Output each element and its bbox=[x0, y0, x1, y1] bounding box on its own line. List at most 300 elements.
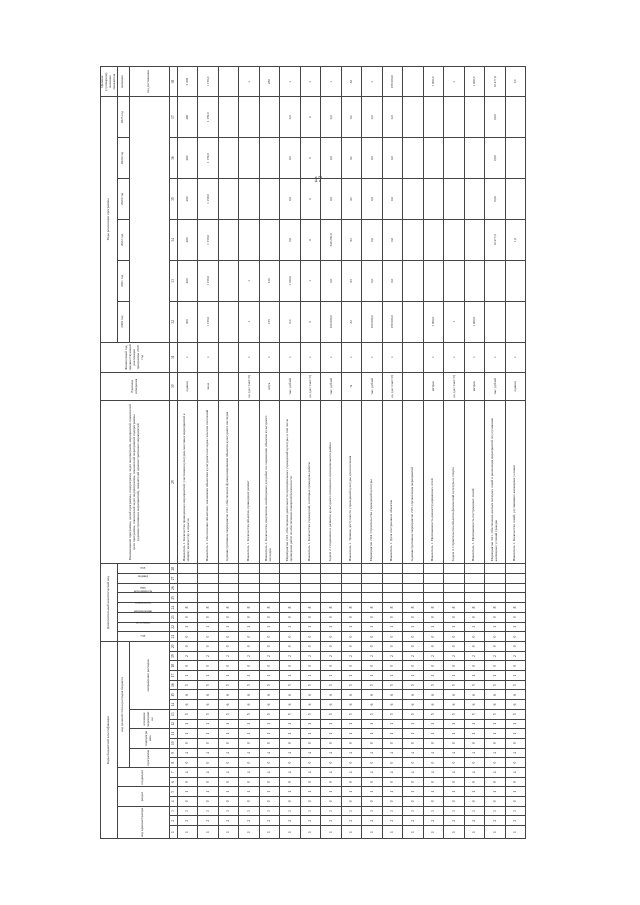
code-cell: 0 bbox=[464, 632, 485, 642]
code-cell: 8 bbox=[505, 603, 526, 613]
code-cell bbox=[362, 574, 383, 584]
target-total-cell: 280 bbox=[259, 67, 280, 97]
code-cell: 2 bbox=[464, 651, 485, 661]
unit-cell: кв.м bbox=[198, 372, 219, 400]
code-cell: 0 bbox=[280, 758, 301, 768]
code-cell: 0 bbox=[177, 777, 198, 787]
code-cell: 0 bbox=[321, 632, 342, 642]
code-cell: 5 bbox=[505, 709, 526, 719]
value-2023-cell bbox=[239, 179, 260, 220]
target-total-cell: 259 000,0 bbox=[382, 67, 403, 97]
value-2022-cell: 0 bbox=[300, 219, 321, 260]
value-2023-cell: 1 159,0 bbox=[198, 179, 219, 220]
indicator-name-cell: Показатель 1. Протяженность построенных линий bbox=[464, 400, 485, 564]
code-cell: 1 bbox=[362, 622, 383, 632]
code-cell: 8 bbox=[218, 603, 239, 613]
value-2020-cell: 100 000,0 bbox=[321, 301, 342, 342]
code-cell: 2 bbox=[505, 651, 526, 661]
column-number: 15 bbox=[169, 690, 177, 700]
code-cell: 1 bbox=[444, 719, 465, 729]
table-row bbox=[239, 67, 260, 839]
code-cell: 3 bbox=[444, 806, 465, 816]
target-total-cell: 1,0 bbox=[505, 67, 526, 97]
code-cell bbox=[239, 574, 260, 584]
code-cell: 1 bbox=[321, 622, 342, 632]
column-number: 23 bbox=[169, 612, 177, 622]
code-cell: 5 bbox=[300, 680, 321, 690]
column-number: 12 bbox=[169, 719, 177, 729]
code-cell bbox=[382, 583, 403, 593]
code-cell: 5 bbox=[423, 709, 444, 719]
code-cell: 5 bbox=[177, 680, 198, 690]
code-cell: 2 bbox=[259, 816, 280, 826]
code-cell: 0 bbox=[341, 758, 362, 768]
table-row bbox=[423, 67, 444, 839]
table-row bbox=[382, 67, 403, 839]
code-cell: 5 bbox=[218, 680, 239, 690]
column-number: 14 bbox=[169, 700, 177, 710]
code-cell: 3 bbox=[423, 806, 444, 816]
value-2023-cell: 0,0 bbox=[362, 179, 383, 220]
code-cell: 0 bbox=[485, 632, 506, 642]
value-2022-cell bbox=[239, 219, 260, 260]
code-cell: 1 bbox=[362, 729, 383, 739]
column-number: 36 bbox=[169, 138, 177, 179]
code-cell: 4 bbox=[321, 767, 342, 777]
table-row bbox=[505, 67, 526, 839]
code-cell: 8 bbox=[464, 603, 485, 613]
code-cell: 2 bbox=[218, 651, 239, 661]
code-cell: 3 bbox=[198, 806, 219, 816]
value-2024-cell: 0,0 bbox=[321, 138, 342, 179]
code-cell: 5 bbox=[444, 709, 465, 719]
value-2022-cell bbox=[259, 219, 280, 260]
code-cell bbox=[259, 593, 280, 603]
code-cell: 2 bbox=[239, 816, 260, 826]
code-cell: 2 bbox=[300, 816, 321, 826]
code-cell bbox=[300, 564, 321, 574]
code-cell: 5 bbox=[300, 709, 321, 719]
code-cell: 1 bbox=[362, 671, 383, 681]
target-total-cell: 10 477,0 bbox=[485, 67, 506, 97]
value-2021-cell: 0,0 bbox=[321, 260, 342, 301]
code-cell: 8 bbox=[198, 603, 219, 613]
code-cell: 0 bbox=[300, 641, 321, 651]
target-total-cell: х bbox=[280, 67, 301, 97]
value-2023-cell: 0,0 bbox=[382, 179, 403, 220]
value-2021-cell bbox=[444, 260, 465, 301]
column-number: 33 bbox=[169, 260, 177, 301]
code-cell bbox=[177, 593, 198, 603]
code-cell: 1 bbox=[239, 622, 260, 632]
value-2021-cell: 0,0 bbox=[362, 260, 383, 301]
code-cell: 6 bbox=[362, 700, 383, 710]
code-cell: 0 bbox=[239, 777, 260, 787]
indicator-name-cell: Мероприятие 3.01. Обеспечение жильем молодых семей и реализация мероприятий по улучшению жилищных условий граждан bbox=[485, 400, 506, 564]
code-cell: 0 bbox=[403, 661, 424, 671]
code-cell bbox=[198, 564, 219, 574]
unit-cell: тыс. рублей bbox=[321, 372, 342, 400]
code-cell: 8 bbox=[321, 603, 342, 613]
value-2025-cell: 0 bbox=[300, 97, 321, 138]
code-cell: 1 bbox=[505, 671, 526, 681]
code-cell: 4 bbox=[341, 748, 362, 758]
code-cell: 6 bbox=[362, 690, 383, 700]
code-cell: 0 bbox=[341, 632, 362, 642]
completion-header: Целевое (суммарное) значение показателя bbox=[101, 67, 118, 97]
code-cell: 4 bbox=[259, 748, 280, 758]
code-cell: 6 bbox=[321, 700, 342, 710]
value-2024-cell bbox=[218, 138, 239, 179]
code-cell bbox=[259, 583, 280, 593]
kbk-napravlenie-header: направление расходов bbox=[129, 641, 169, 709]
code-cell: 6 bbox=[300, 690, 321, 700]
code-cell: 1 bbox=[177, 719, 198, 729]
code-cell: 4 bbox=[464, 767, 485, 777]
code-cell: 0 bbox=[218, 612, 239, 622]
code-cell: 2 bbox=[218, 816, 239, 826]
code-cell: 4 bbox=[300, 748, 321, 758]
code-cell: 5 bbox=[485, 709, 506, 719]
code-cell: 3 bbox=[259, 806, 280, 816]
column-number: 10 bbox=[169, 738, 177, 748]
code-cell: 2 bbox=[341, 651, 362, 661]
unit-cell bbox=[218, 372, 239, 400]
column-number: 38 bbox=[169, 67, 177, 97]
code-cell: 0 bbox=[464, 661, 485, 671]
column-number: 2 bbox=[169, 816, 177, 826]
code-cell: 0 bbox=[177, 738, 198, 748]
dop-ispolnitel-header: исполнитель bbox=[117, 593, 169, 603]
code-cell: 0 bbox=[382, 777, 403, 787]
code-cell: 0 bbox=[505, 612, 526, 622]
column-number: 27 bbox=[169, 574, 177, 584]
code-cell: 0 bbox=[362, 777, 383, 787]
code-cell: 6 bbox=[505, 690, 526, 700]
value-2023-cell bbox=[505, 179, 526, 220]
value-2023-cell bbox=[423, 179, 444, 220]
code-cell: 4 bbox=[177, 748, 198, 758]
code-cell: 0 bbox=[198, 612, 219, 622]
code-cell bbox=[362, 583, 383, 593]
code-cell: 0 bbox=[464, 738, 485, 748]
code-cell: 5 bbox=[362, 709, 383, 719]
code-cell: 0 bbox=[485, 738, 506, 748]
code-cell: 0 bbox=[403, 632, 424, 642]
code-cell: 6 bbox=[300, 700, 321, 710]
code-cell: 4 bbox=[423, 767, 444, 777]
code-cell bbox=[362, 564, 383, 574]
code-cell: 1 bbox=[177, 787, 198, 797]
code-cell: 1 bbox=[341, 729, 362, 739]
base-year-cell: х bbox=[505, 342, 526, 372]
target-total-cell bbox=[218, 67, 239, 97]
year-values-spacer bbox=[129, 97, 169, 342]
target-total-cell: 1 000,0 bbox=[423, 67, 444, 97]
code-cell bbox=[239, 593, 260, 603]
code-cell: 1 bbox=[423, 719, 444, 729]
code-cell: 4 bbox=[198, 767, 219, 777]
code-cell: 0 bbox=[505, 758, 526, 768]
table-row bbox=[259, 67, 280, 839]
kbk-podrazdel-header: подраздел bbox=[117, 767, 169, 786]
code-cell bbox=[423, 564, 444, 574]
code-cell: 1 bbox=[259, 729, 280, 739]
code-cell: 0 bbox=[505, 797, 526, 807]
column-number: 4 bbox=[169, 797, 177, 807]
kbk-group-header: Коды бюджетной классификации bbox=[101, 641, 118, 838]
code-cell: 0 bbox=[464, 777, 485, 787]
code-cell: 0 bbox=[382, 738, 403, 748]
indicator-name-cell: Показатель 1. Количество объектов, прошедших ремонт bbox=[239, 400, 260, 564]
code-cell: 1 bbox=[321, 787, 342, 797]
kbk-osnovnoe-header: основное мероприятие bbox=[129, 709, 169, 728]
table-row bbox=[485, 67, 506, 839]
code-cell: 1 bbox=[464, 719, 485, 729]
code-cell: 5 bbox=[280, 680, 301, 690]
value-2022-cell: 10 477,0 bbox=[485, 219, 506, 260]
code-cell: 4 bbox=[382, 767, 403, 777]
column-number: 11 bbox=[169, 729, 177, 739]
code-cell: 1 bbox=[505, 826, 526, 839]
code-cell: 6 bbox=[382, 700, 403, 710]
code-cell: 0 bbox=[198, 661, 219, 671]
code-cell bbox=[382, 593, 403, 603]
column-number: 34 bbox=[169, 219, 177, 260]
year-2024-header: 2024 год bbox=[117, 138, 129, 179]
code-cell: 0 bbox=[485, 641, 506, 651]
base-year-cell: х bbox=[300, 342, 321, 372]
column-number: 22 bbox=[169, 622, 177, 632]
code-cell: 0 bbox=[403, 777, 424, 787]
column-number: 5 bbox=[169, 787, 177, 797]
column-number: 28 bbox=[169, 564, 177, 574]
code-cell: 4 bbox=[259, 767, 280, 777]
code-cell: 6 bbox=[321, 690, 342, 700]
code-cell: 2 bbox=[280, 651, 301, 661]
code-cell: 2 bbox=[239, 651, 260, 661]
code-cell: 2 bbox=[382, 651, 403, 661]
code-cell: 8 bbox=[259, 603, 280, 613]
code-cell: 1 bbox=[464, 671, 485, 681]
value-2021-cell bbox=[485, 260, 506, 301]
completion-year-header: год достижения bbox=[129, 67, 169, 97]
value-2022-cell: 480 bbox=[177, 219, 198, 260]
unit-cell: метров bbox=[464, 372, 485, 400]
code-cell: 0 bbox=[505, 777, 526, 787]
finance-year-header: Финансовый год, предшествующий реализации программы 2019 год bbox=[101, 342, 170, 372]
code-cell: 0 bbox=[280, 612, 301, 622]
column-number: 21 bbox=[169, 632, 177, 642]
code-cell: 1 bbox=[485, 719, 506, 729]
code-cell: 0 bbox=[198, 797, 219, 807]
value-2021-cell: 82 bbox=[341, 260, 362, 301]
target-total-cell: х bbox=[362, 67, 383, 97]
value-2021-cell bbox=[218, 260, 239, 301]
value-2025-cell bbox=[505, 97, 526, 138]
code-cell: 1 bbox=[239, 729, 260, 739]
base-year-cell: х bbox=[239, 342, 260, 372]
code-cell: 5 bbox=[485, 680, 506, 690]
code-cell: 0 bbox=[218, 738, 239, 748]
code-cell bbox=[198, 583, 219, 593]
code-cell bbox=[485, 574, 506, 584]
value-2020-cell: 82 bbox=[341, 301, 362, 342]
column-number: 25 bbox=[169, 593, 177, 603]
base-year-cell: х bbox=[341, 342, 362, 372]
value-2023-cell: 0,0 bbox=[321, 179, 342, 220]
code-cell: 1 bbox=[321, 729, 342, 739]
code-cell bbox=[280, 574, 301, 584]
code-cell: 2 bbox=[505, 816, 526, 826]
code-cell: 2 bbox=[280, 816, 301, 826]
code-cell: 2 bbox=[362, 651, 383, 661]
code-cell bbox=[403, 564, 424, 574]
code-cell: 0 bbox=[198, 632, 219, 642]
code-cell: 1 bbox=[403, 671, 424, 681]
value-2024-cell bbox=[403, 138, 424, 179]
table-row bbox=[177, 67, 198, 839]
code-cell bbox=[321, 564, 342, 574]
column-number: 16 bbox=[169, 680, 177, 690]
code-cell: 0 bbox=[403, 758, 424, 768]
code-cell: 0 bbox=[444, 758, 465, 768]
code-cell: 2 bbox=[464, 816, 485, 826]
code-cell: 4 bbox=[444, 767, 465, 777]
code-cell: 0 bbox=[239, 661, 260, 671]
kbk-subprogram-header: подпрограмма bbox=[129, 729, 169, 748]
code-cell bbox=[321, 574, 342, 584]
value-2021-cell: 1 bbox=[300, 260, 321, 301]
code-cell: 0 bbox=[177, 641, 198, 651]
code-cell: 2 bbox=[198, 816, 219, 826]
code-cell: 0 bbox=[444, 738, 465, 748]
code-cell: 1 bbox=[341, 671, 362, 681]
code-cell: 3 bbox=[505, 806, 526, 816]
base-year-cell: х bbox=[321, 342, 342, 372]
value-2024-cell bbox=[423, 138, 444, 179]
code-cell: 1 bbox=[177, 671, 198, 681]
code-cell bbox=[423, 593, 444, 603]
code-cell: 1 bbox=[362, 826, 383, 839]
code-cell: 5 bbox=[464, 680, 485, 690]
code-cell: 5 bbox=[280, 709, 301, 719]
code-cell: 1 bbox=[259, 826, 280, 839]
code-cell: 5 bbox=[218, 709, 239, 719]
base-year-cell: х bbox=[362, 342, 383, 372]
code-cell: 4 bbox=[198, 748, 219, 758]
unit-cell: тыс. рублей bbox=[485, 372, 506, 400]
code-cell bbox=[321, 593, 342, 603]
code-cell: 3 bbox=[464, 806, 485, 816]
unit-header: Единица измерения bbox=[101, 372, 170, 400]
code-cell: 0 bbox=[280, 777, 301, 787]
code-cell: 0 bbox=[423, 738, 444, 748]
code-cell: 0 bbox=[505, 632, 526, 642]
value-2023-cell bbox=[259, 179, 280, 220]
code-cell bbox=[218, 583, 239, 593]
value-2022-cell bbox=[444, 219, 465, 260]
code-cell: 0 bbox=[177, 612, 198, 622]
column-number: 37 bbox=[169, 97, 177, 138]
value-2025-cell: 0,0 bbox=[321, 97, 342, 138]
code-cell: 0 bbox=[321, 758, 342, 768]
kbk-program-header: программа bbox=[129, 748, 169, 767]
code-cell: 0 bbox=[423, 797, 444, 807]
code-cell: 6 bbox=[382, 690, 403, 700]
code-cell: 6 bbox=[444, 700, 465, 710]
code-cell: 0 bbox=[444, 632, 465, 642]
code-cell: 1 bbox=[464, 622, 485, 632]
column-number: 35 bbox=[169, 179, 177, 220]
code-cell: 2 bbox=[444, 816, 465, 826]
code-cell: 1 bbox=[505, 787, 526, 797]
code-cell: 0 bbox=[341, 641, 362, 651]
code-cell bbox=[464, 583, 485, 593]
code-cell: 0 bbox=[485, 777, 506, 787]
target-total-cell: х bbox=[239, 67, 260, 97]
table-row bbox=[321, 67, 342, 839]
code-cell: 5 bbox=[321, 680, 342, 690]
code-cell: 0 bbox=[341, 797, 362, 807]
code-cell bbox=[362, 593, 383, 603]
value-2022-cell bbox=[403, 219, 424, 260]
value-2025-cell: 1 159,0 bbox=[198, 97, 219, 138]
value-2023-cell bbox=[403, 179, 424, 220]
value-2024-cell: 82 bbox=[341, 138, 362, 179]
code-cell: 1 bbox=[259, 719, 280, 729]
target-total-cell: х bbox=[300, 67, 321, 97]
code-cell: 0 bbox=[198, 738, 219, 748]
value-2021-cell: 1 030,0 bbox=[280, 260, 301, 301]
code-cell: 2 bbox=[321, 816, 342, 826]
code-cell bbox=[198, 593, 219, 603]
value-2025-cell bbox=[444, 97, 465, 138]
code-cell: 2 bbox=[485, 816, 506, 826]
code-cell: 1 bbox=[403, 787, 424, 797]
code-cell: 1 bbox=[280, 787, 301, 797]
code-cell: 1 bbox=[444, 787, 465, 797]
unit-cell: метров bbox=[423, 372, 444, 400]
code-cell bbox=[259, 564, 280, 574]
code-cell: 0 bbox=[218, 661, 239, 671]
code-cell: 2 bbox=[485, 651, 506, 661]
code-cell: 1 bbox=[198, 787, 219, 797]
code-cell: 8 bbox=[300, 603, 321, 613]
dop-pokazatel-header: показатель bbox=[117, 603, 169, 613]
code-cell: 4 bbox=[218, 767, 239, 777]
value-2020-cell bbox=[505, 301, 526, 342]
base-year-cell: х bbox=[382, 342, 403, 372]
code-cell: 1 bbox=[280, 729, 301, 739]
code-cell: 5 bbox=[362, 680, 383, 690]
code-cell: 1 bbox=[362, 719, 383, 729]
code-cell: 1 bbox=[341, 826, 362, 839]
code-cell: 2 bbox=[177, 816, 198, 826]
value-2023-cell: 0,0 bbox=[280, 179, 301, 220]
value-2025-cell: 480 bbox=[177, 97, 198, 138]
code-cell: 3 bbox=[341, 806, 362, 816]
base-year-cell: х bbox=[259, 342, 280, 372]
code-cell bbox=[485, 564, 506, 574]
column-numbers-row bbox=[169, 67, 177, 839]
code-cell: 1 bbox=[403, 826, 424, 839]
code-cell: 4 bbox=[403, 748, 424, 758]
code-cell: 4 bbox=[362, 748, 383, 758]
table-row bbox=[300, 67, 321, 839]
code-cell: 1 bbox=[485, 622, 506, 632]
code-cell: 0 bbox=[382, 661, 403, 671]
